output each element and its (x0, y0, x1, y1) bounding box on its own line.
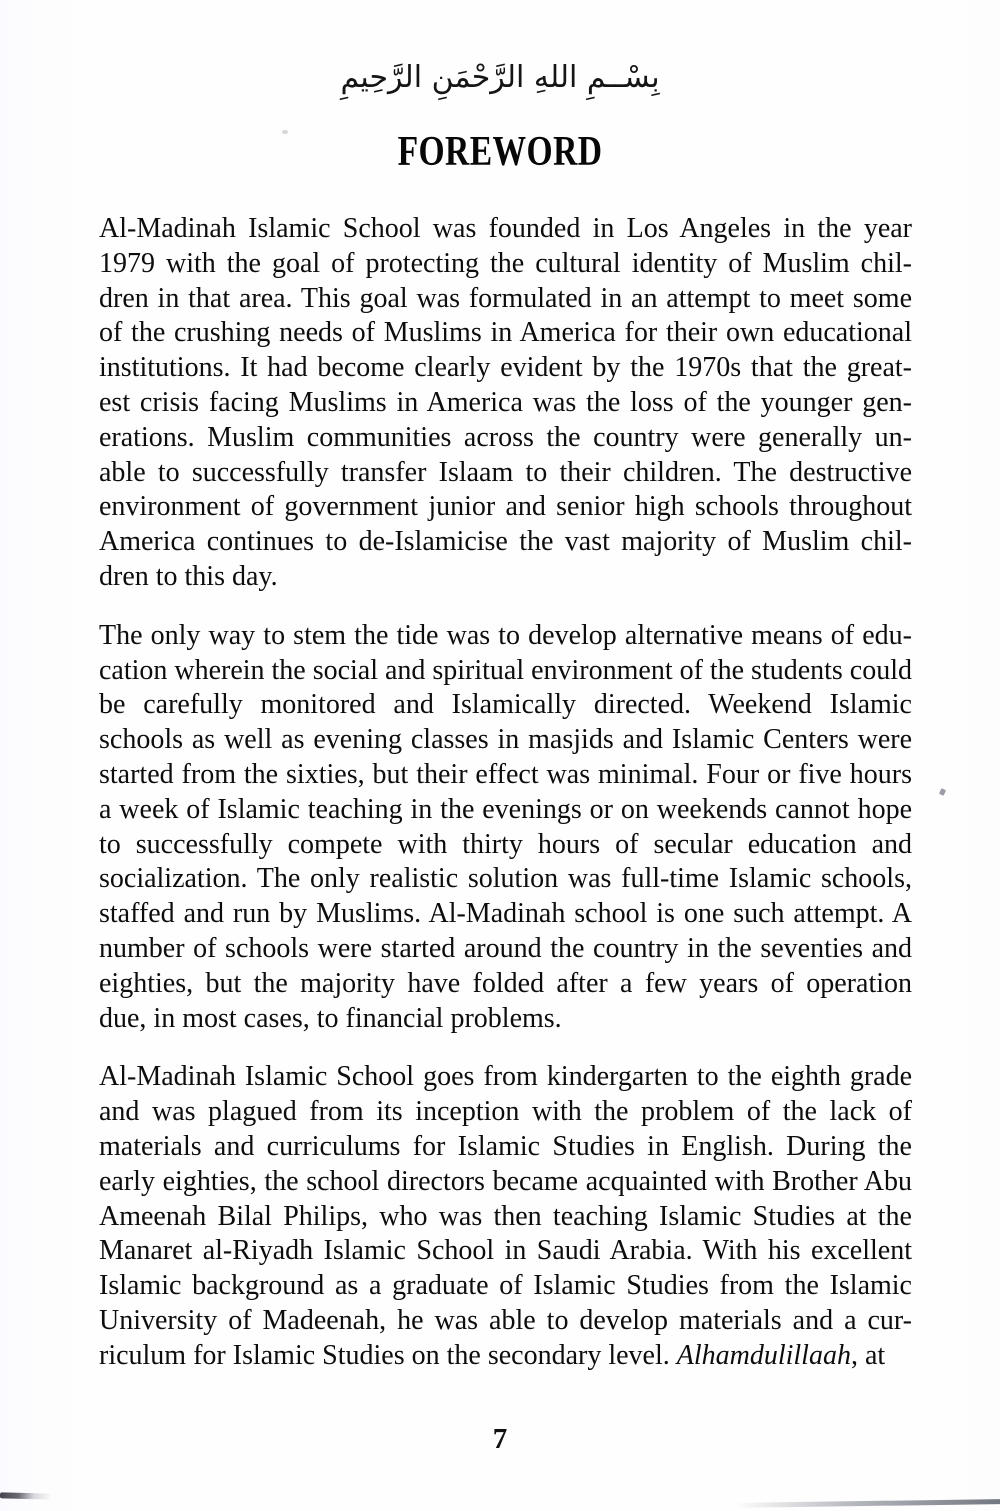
text-line: socialization. The only realistic solution was full-time Islamic schools, (99, 863, 912, 895)
text-line: dren in that area. This goal was formulated in an attempt to meet some (99, 282, 912, 314)
scan-edge-line-bottom-right (735, 1499, 1000, 1508)
page-title: FOREWORD (397, 129, 603, 175)
text-line: The only way to stem the tide was to develop alternative means of edu- (99, 619, 912, 651)
text-line: eighties, but the majority have folded after a few years of operation (99, 967, 912, 999)
scan-speck-right-margin (939, 788, 946, 796)
paragraph (99, 212, 912, 595)
text-line: schools as well as evening classes in masjids and Islamic Centers were (99, 724, 912, 756)
text-line: of the crushing needs of Muslims in America for their own educational (99, 317, 912, 349)
text-line: early eighties, the school directors became acquainted with Brother Abu (99, 1165, 912, 1197)
text-line: Islamic background as a graduate of Islamic Studies from the Islamic (99, 1270, 912, 1302)
text-line: America continues to de-Islamicise the vast majority of Muslim chil- (99, 526, 912, 558)
text-line: est crisis facing Muslims in America was the loss of the younger gen- (99, 386, 912, 418)
text-line: number of schools were started around the country in the seventies and (99, 932, 912, 964)
text-line: cation wherein the social and spiritual environment of the students could (99, 654, 912, 686)
paragraph (99, 619, 912, 1037)
text-line: due, in most cases, to financial problems. (99, 1002, 562, 1034)
text-line: University of Madeenah, he was able to develop materials and a cur- (99, 1304, 912, 1336)
text-line: institutions. It had become clearly evident by the 1970s that the great- (99, 352, 912, 384)
text-line: able to successfully transfer Islaam to their children. The destructive (99, 456, 912, 488)
bismillah-calligraphy: بِسْــمِ اللهِ الرَّحْمَنِ الرَّحِيمِ (340, 60, 660, 95)
text-line: dren to this day. (99, 560, 278, 592)
text-line: a week of Islamic teaching in the evenings or on weekends cannot hope (99, 793, 912, 825)
page-number: 7 (492, 1423, 508, 1455)
text-line: to successfully compete with thirty hours of secular education and (99, 828, 912, 860)
text-line: riculum for Islamic Studies on the secondary level. Alhamdulillaah, at (99, 1339, 886, 1371)
body-text (99, 212, 912, 1374)
text-line: and was plagued from its inception with the problem of the lack of (99, 1096, 912, 1128)
text-line: staffed and run by Muslims. Al-Madinah school is one such attempt. A (99, 898, 912, 930)
text-line: be carefully monitored and Islamically directed. Weekend Islamic (99, 689, 912, 721)
text-line: Manaret al-Riyadh Islamic School in Saudi Arabia. With his excellent (99, 1235, 912, 1267)
text-line: environment of government junior and senior high schools throughout (99, 491, 912, 523)
scan-smudge-bottom-left (0, 1492, 52, 1499)
text-line: Ameenah Bilal Philips, who was then teaching Islamic Studies at the (99, 1200, 912, 1232)
paragraph (99, 1060, 912, 1373)
text-line: erations. Muslim communities across the country were generally un- (99, 421, 912, 453)
text-line: materials and curriculums for Islamic Studies in English. During the (99, 1130, 912, 1162)
text-line: Al-Madinah Islamic School goes from kindergarten to the eighth grade (99, 1061, 912, 1093)
text-line: 1979 with the goal of protecting the cultural identity of Muslim chil- (99, 247, 912, 279)
text-line: started from the sixties, but their effect was minimal. Four or five hours (99, 758, 912, 790)
text-line: Al-Madinah Islamic School was founded in Los Angeles in the year (99, 213, 912, 244)
